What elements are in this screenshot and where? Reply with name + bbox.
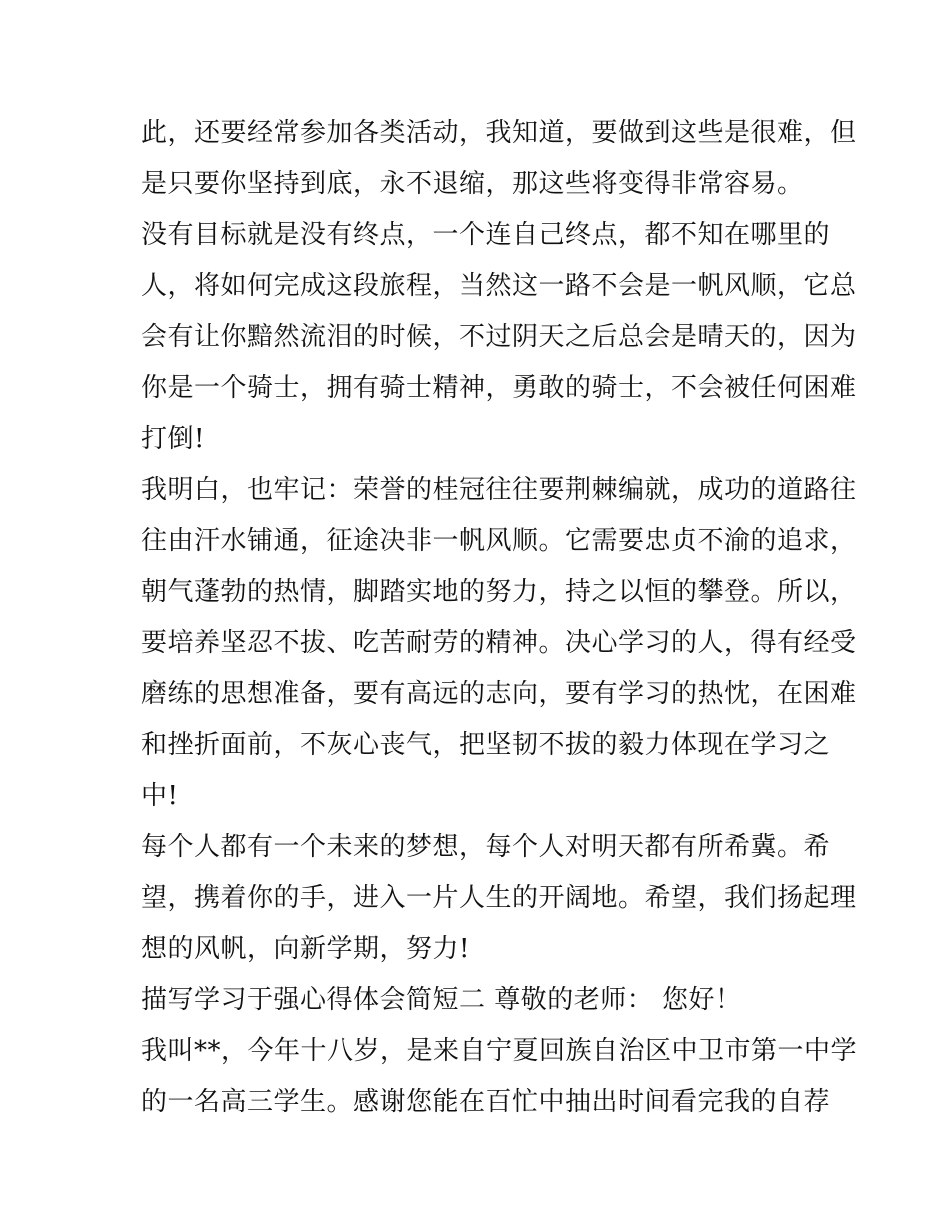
text-line: 要培养坚忍不拔、吃苦耐劳的精神。决心学习的人，得有经受 [141, 628, 857, 658]
text-line: 打倒! [141, 424, 205, 454]
text-line: 没有目标就是没有终点，一个连自己终点，都不知在哪里的 [141, 220, 831, 250]
text-line: 描写学习于强心得体会简短二 尊敬的老师： 您好！ [141, 985, 742, 1015]
text-line: 想的风帆，向新学期，努力! [141, 934, 470, 964]
text-line: 是只要你坚持到底，永不退缩，那这些将变得非常容易。 [141, 169, 804, 199]
text-line: 我叫**，今年十八岁，是来自宁夏回族自治区中卫市第一中学 [141, 1036, 858, 1066]
text-line: 的一名高三学生。感谢您能在百忙中抽出时间看完我的自荐 [141, 1087, 831, 1117]
text-line: 我明白，也牢记：荣誉的桂冠往往要荆棘编就，成功的道路往 [141, 475, 857, 505]
text-line: 朝气蓬勃的热情，脚踏实地的努力，持之以恒的攀登。所以， [141, 577, 857, 607]
text-line: 往由汗水铺通，征途决非一帆风顺。它需要忠贞不渝的追求， [141, 526, 857, 556]
text-line: 此，还要经常参加各类活动，我知道，要做到这些是很难，但 [141, 118, 857, 148]
text-line: 磨练的思想准备，要有高远的志向，要有学习的热忱，在困难 [141, 679, 857, 709]
text-line: 会有让你黯然流泪的时候，不过阴天之后总会是晴天的，因为 [141, 322, 857, 352]
text-line: 每个人都有一个未来的梦想，每个人对明天都有所希冀。希 [141, 832, 831, 862]
text-line: 望，携着你的手，进入一片人生的开阔地。希望，我们扬起理 [141, 883, 857, 913]
text-line: 中! [141, 781, 179, 811]
document-body [141, 108, 858, 1128]
text-line: 和挫折面前，不灰心丧气，把坚韧不拔的毅力体现在学习之 [141, 730, 831, 760]
text-line: 人，将如何完成这段旅程，当然这一路不会是一帆风顺，它总 [141, 271, 857, 301]
text-line: 你是一个骑士，拥有骑士精神，勇敢的骑士，不会被任何困难 [141, 373, 857, 403]
